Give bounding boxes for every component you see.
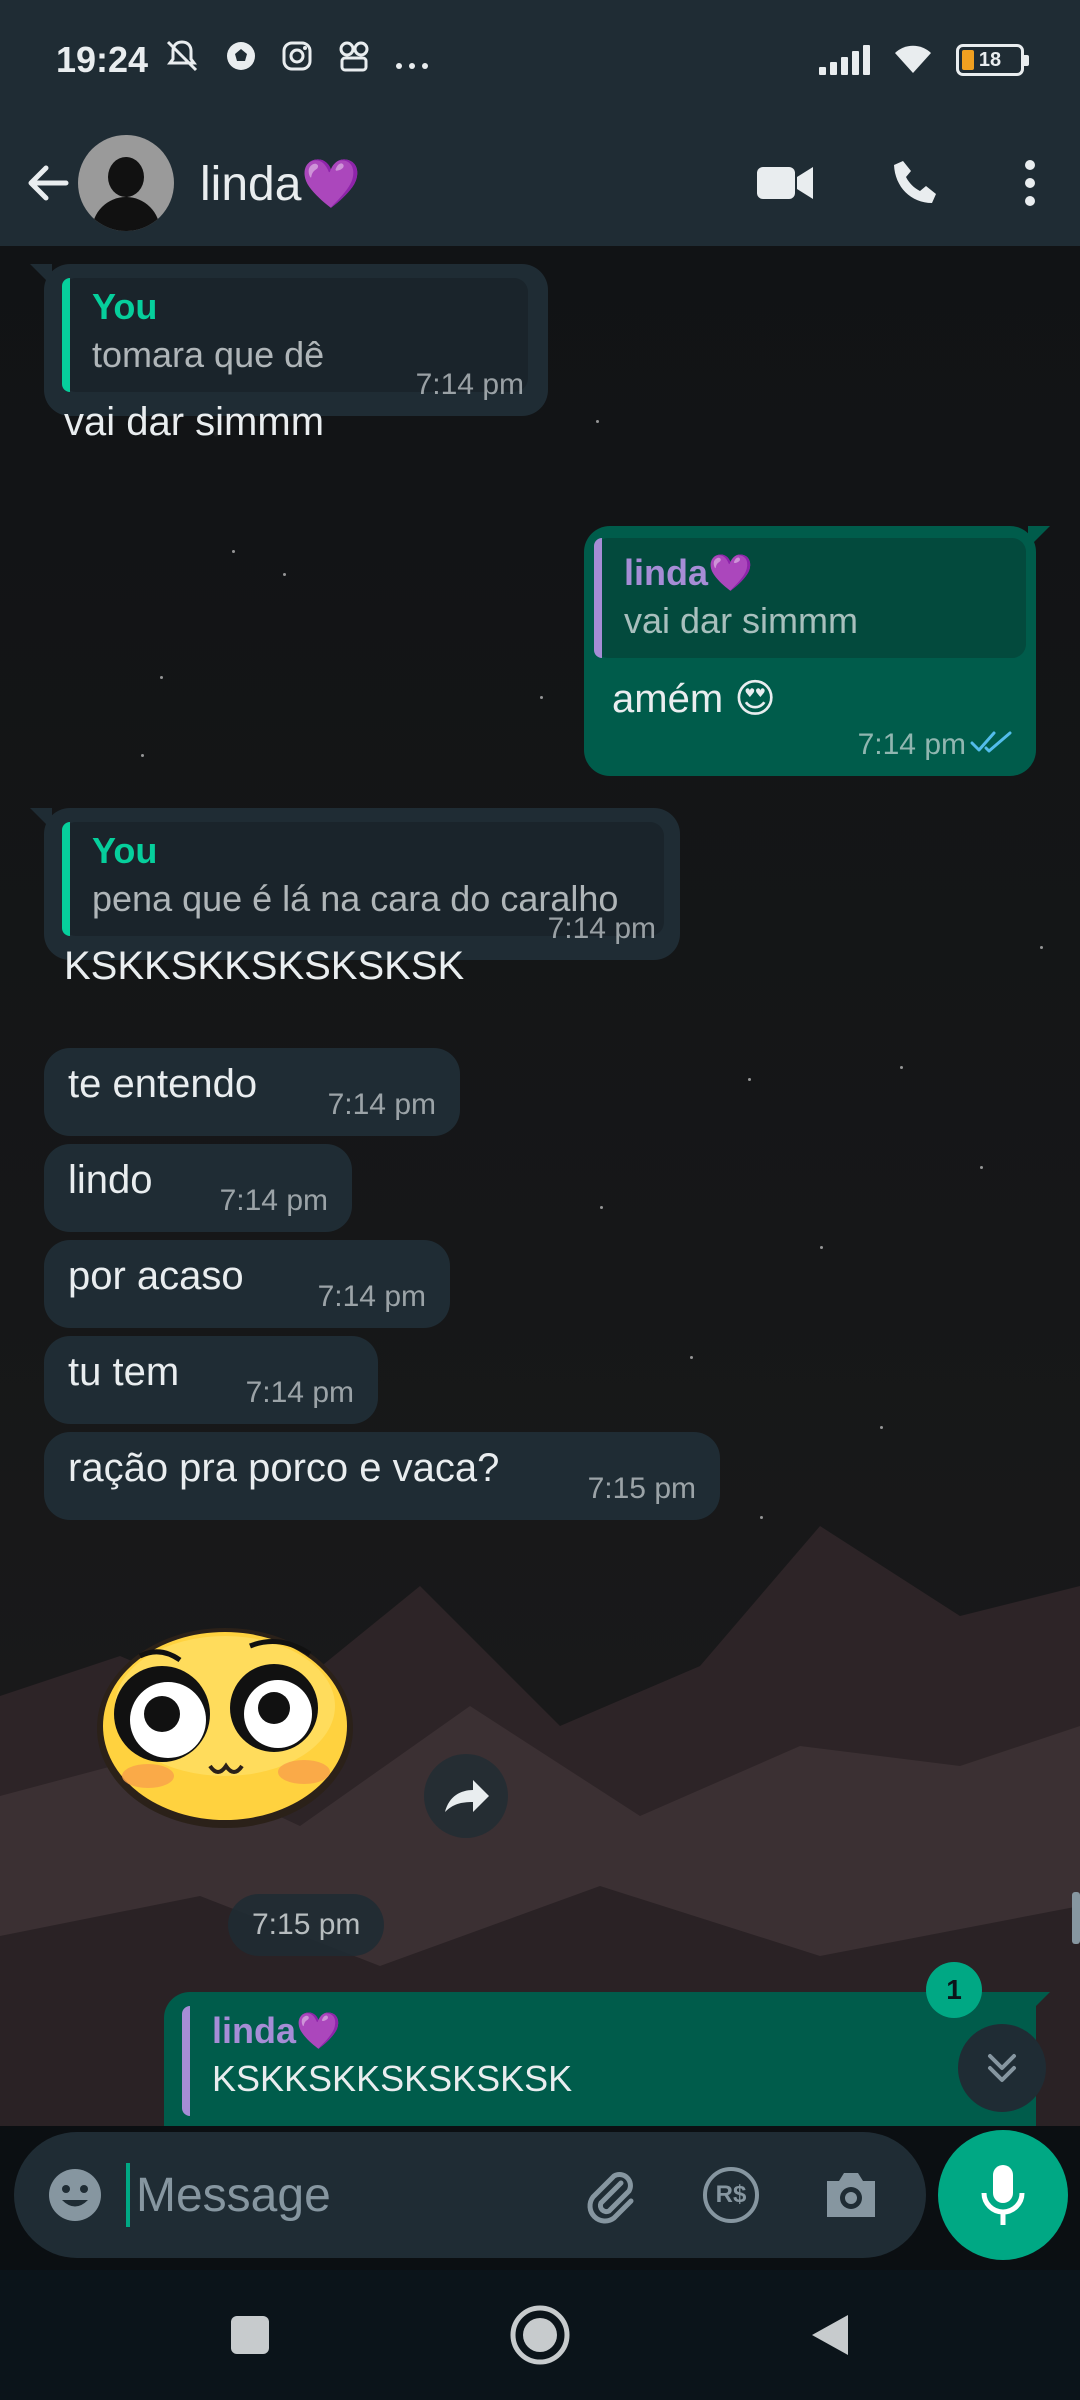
camera-icon	[821, 2169, 881, 2221]
video-camera-icon	[755, 163, 815, 203]
quoted-author: You	[92, 830, 158, 871]
nav-back-button[interactable]	[785, 2290, 875, 2380]
status-time: 19:24	[56, 39, 149, 80]
message-bubble-incoming[interactable]	[44, 808, 680, 988]
message-time: 7:14 pm	[327, 1088, 436, 1121]
message-text: vai dar simmm	[64, 400, 325, 444]
message-text: ração pra porco e vaca?	[68, 1446, 500, 1490]
menu-button[interactable]	[980, 133, 1080, 233]
contact-name[interactable]: linda💜	[200, 157, 362, 211]
quoted-text: KSKKSKKSKSKSKSK	[212, 2058, 573, 2099]
quoted-author: You	[92, 286, 158, 327]
battery-level: 18	[978, 48, 1002, 71]
message-time: 7:14 pm	[857, 728, 966, 761]
avatar[interactable]	[78, 135, 174, 231]
message-composer	[14, 2132, 926, 2258]
camera-button[interactable]	[806, 2150, 896, 2240]
message-bubble-incoming[interactable]	[44, 1144, 352, 1232]
chat-area[interactable]	[0, 246, 1080, 2126]
message-time: 7:14 pm	[219, 1184, 328, 1217]
chat-header	[0, 120, 1080, 246]
message-bubble-incoming[interactable]	[44, 264, 548, 444]
payment-button[interactable]	[686, 2150, 776, 2240]
quoted-message[interactable]	[182, 2006, 1022, 2116]
message-bubble-incoming[interactable]	[44, 1336, 378, 1424]
triangle-back-icon	[808, 2311, 852, 2359]
message-text: te entendo	[68, 1062, 258, 1106]
voice-call-button[interactable]	[850, 133, 980, 233]
quoted-author: linda💜	[624, 552, 753, 593]
arrow-left-icon	[22, 158, 72, 208]
home-button[interactable]	[495, 2290, 585, 2380]
wifi-icon	[892, 41, 934, 80]
message-time: 7:14 pm	[547, 912, 656, 945]
message-text: amém 😍	[612, 677, 776, 721]
quoted-text: vai dar simmm	[624, 600, 859, 641]
circle-home-icon	[509, 2304, 571, 2366]
scroll-to-bottom-button[interactable]	[958, 2024, 1046, 2112]
real-currency-icon: R$	[703, 2167, 759, 2223]
message-text: por acaso	[68, 1254, 244, 1298]
signal-icon	[819, 45, 870, 75]
message-bubble-outgoing[interactable]	[164, 1992, 1036, 2126]
quoted-text: pena que é lá na cara do caralho	[92, 878, 619, 919]
forward-button[interactable]	[424, 1754, 508, 1838]
double-check-read-icon	[970, 730, 1014, 754]
more-icon	[394, 42, 430, 79]
mute-icon	[162, 36, 202, 84]
quoted-message[interactable]	[594, 538, 1026, 658]
paperclip-icon	[581, 2165, 641, 2225]
instagram-icon	[280, 39, 314, 81]
back-button[interactable]	[20, 156, 74, 210]
soccer-icon	[224, 39, 258, 81]
system-navigation-bar	[0, 2270, 1080, 2400]
voice-record-button[interactable]	[938, 2130, 1068, 2260]
attach-button[interactable]	[566, 2150, 656, 2240]
message-time: 7:15 pm	[587, 1472, 696, 1505]
phone-icon	[889, 157, 941, 209]
square-icon	[228, 2313, 272, 2357]
emoji-button[interactable]	[44, 2163, 106, 2227]
scrollbar-thumb[interactable]	[1072, 1892, 1080, 1944]
microphone-icon	[980, 2163, 1026, 2227]
text-caret	[126, 2163, 130, 2227]
app-icon	[336, 38, 372, 82]
status-bar	[0, 0, 1080, 120]
status-notification-icons	[162, 36, 430, 84]
message-bubble-incoming[interactable]	[44, 1048, 460, 1136]
double-chevron-down-icon	[982, 2048, 1022, 2088]
quoted-text: tomara que dê	[92, 334, 325, 375]
unread-count-badge: 1	[926, 1962, 982, 2018]
kebab-menu-icon	[1024, 159, 1036, 207]
message-text: lindo	[68, 1158, 153, 1202]
battery-icon	[956, 44, 1024, 76]
sticker-time: 7:15 pm	[228, 1894, 384, 1956]
forward-arrow-icon	[441, 1776, 491, 1816]
message-bubble-outgoing[interactable]	[584, 526, 1036, 776]
message-bubble-incoming[interactable]	[44, 1432, 720, 1520]
message-text: tu tem	[68, 1350, 180, 1394]
message-time: 7:14 pm	[245, 1376, 354, 1409]
video-call-button[interactable]	[720, 133, 850, 233]
emoji-icon	[45, 2165, 105, 2225]
message-time: 7:14 pm	[415, 368, 524, 401]
message-input[interactable]	[136, 2168, 566, 2223]
quoted-author: linda💜	[212, 2010, 341, 2051]
message-time: 7:14 pm	[317, 1280, 426, 1313]
sticker-cute-face[interactable]	[90, 1616, 360, 1836]
message-text: KSKKSKKSKSKSKSK	[64, 944, 465, 988]
message-bubble-incoming[interactable]	[44, 1240, 450, 1328]
recents-button[interactable]	[205, 2290, 295, 2380]
